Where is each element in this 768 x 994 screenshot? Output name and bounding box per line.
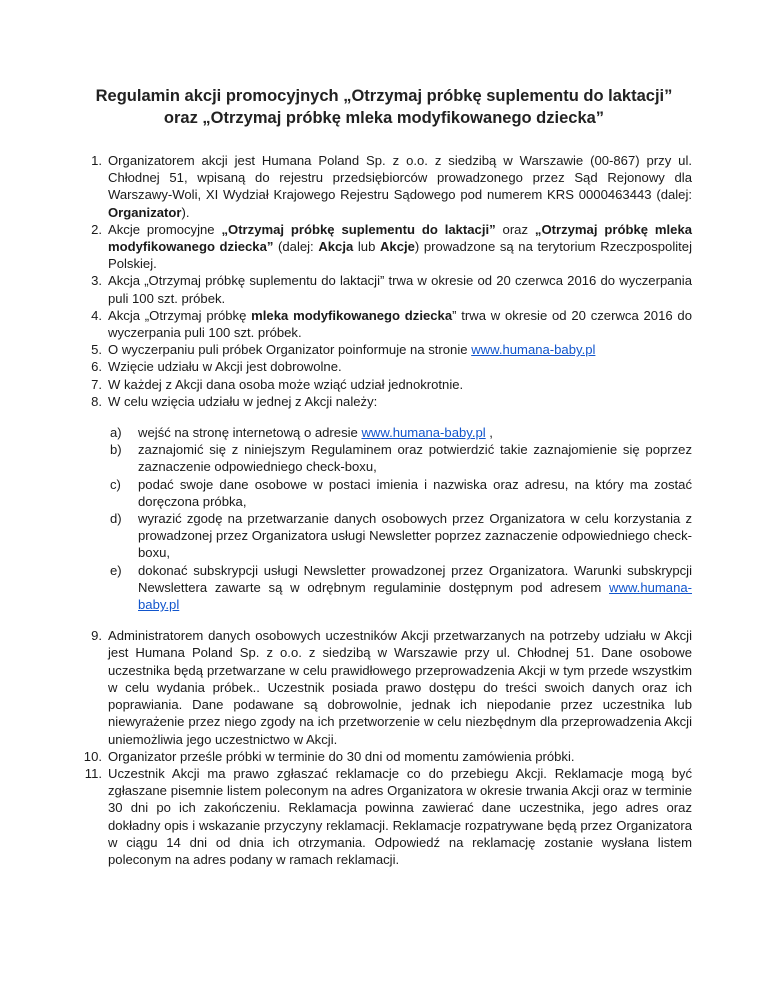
document-title	[60, 85, 708, 129]
title-line-2: oraz „Otrzymaj próbkę mleka modyfikowanego dziecka”	[163, 109, 605, 127]
humana-baby-link[interactable]: www.humana-baby.pl	[138, 579, 692, 613]
list-item-10: 10. Organizator prześle próbki w terminie do 30 dni od momentu zamówienia próbki.	[108, 748, 692, 765]
list-item-1: 1. Organizatorem akcji jest Humana Poland Sp. z o.o. z siedzibą w Warszawie (00-867) przy ul. Chłodnej 51, wpisaną do rejestru przedsiębiorców prowadzonego przez Sąd Rejonowy dla Warszawy-Woli, XI Wydział Krajowego Rejestru Sądowego pod numerem KRS 0000463443 (dalej: Organizator).	[108, 152, 692, 221]
numbered-list	[83, 152, 693, 868]
humana-baby-link[interactable]: www.humana-baby.pl	[471, 342, 596, 358]
item-number: 5.	[91, 342, 102, 358]
list-item-11: 11. Uczestnik Akcji ma prawo zgłaszać reklamacje co do przebiegu Akcji. Reklamacje mogą być zgłaszane pisemnie listem poleconym na adres Organizatora w okresie trwania Akcji oraz w terminie 30 dni po ich zakończeniu. Reklamacja powinna zawierać dane uczestnika, jego adres oraz dokładny opis i wskazanie przyczyny reklamacji. Reklamacje rozpatrywane będą przez Organizatora w ciągu 14 dni od dnia ich otrzymania. Odpowiedź na reklamację zostanie wysłana listem poleconym na adres podany w ramach reklamacji.	[108, 765, 692, 868]
sub-list	[108, 424, 692, 613]
item-number: 7.	[91, 376, 102, 392]
item-number: 2.	[91, 221, 102, 237]
item-number: 3.	[91, 273, 102, 289]
sub-item-mark: a)	[110, 425, 122, 441]
list-item-2: 2. Akcje promocyjne „Otrzymaj próbkę suplementu do laktacji” oraz „Otrzymaj próbkę mleka modyfikowanego dziecka” (dalej: Akcja lub Akcje) prowadzone są na terytorium Rzeczpospolitej Polskiej.	[108, 221, 692, 273]
list-item-6: 6. Wzięcie udziału w Akcji jest dobrowolne.	[108, 358, 692, 375]
item-number: 1.	[91, 153, 102, 168]
sub-item-a: a) wejść na stronę internetową o adresie www.humana-baby.pl ,	[110, 425, 493, 441]
item-number: 9.	[91, 628, 102, 644]
humana-baby-link[interactable]: www.humana-baby.pl	[361, 425, 486, 441]
list-item-9: 9. Administratorem danych osobowych uczestników Akcji przetwarzanych na potrzeby udziału w Akcji jest Humana Poland Sp. z o.o. z siedzibą w Warszawie przy ul. Chłodnej 51. Dane osobowe uczestnika będą przetwarzane w celu prawidłowego przeprowadzenia Akcji w tym przede wszystkim w celu wydania próbek.. Uczestnik posiada prawo dostępu do treści swoich danych oraz ich poprawiania. Dane podawane są dobrowolnie, jednak ich niepodanie przez uczestnika lub niewyrażenie przez niego zgody na ich przetworzenie w celu niezbędnym dla przeprowadzenia Akcji uniemożliwia jego uczestnictwo w Akcji.	[108, 627, 692, 747]
list-item-3: 3. Akcja „Otrzymaj próbkę suplementu do laktacji” trwa w okresie od 20 czerwca 2016 do wyczerpania puli 100 szt. próbek.	[108, 272, 692, 306]
list-item-4: 4. Akcja „Otrzymaj próbkę mleka modyfikowanego dziecka” trwa w okresie od 20 czerwca 2016 do wyczerpania puli 100 szt. próbek.	[108, 307, 692, 341]
item-number: 8.	[91, 393, 102, 409]
sub-item-mark: c)	[110, 476, 121, 492]
regulations-body	[83, 152, 693, 868]
list-item-7: 7. W każdej z Akcji dana osoba może wziąć udział jednokrotnie.	[108, 376, 692, 393]
sub-item-c: c) podać swoje dane osobowe w postaci imienia i nazwiska oraz adresu, na który ma zostać doręczona próbka,	[110, 476, 692, 509]
sub-item-d: d) wyrazić zgodę na przetwarzanie danych osobowych przez Organizatora w celu korzystania z prowadzonej przez Organizatora usługi Newsletter poprzez zaznaczenie odpowiedniego check-boxu,	[110, 511, 692, 561]
item-number: 4.	[91, 307, 102, 323]
sub-item-b: b) zaznajomić się z niniejszym Regulaminem oraz potwierdzić takie zaznajomienie się poprzez zaznaczenie odpowiedniego check-boxu,	[110, 442, 692, 475]
item-number: 6.	[91, 359, 102, 375]
list-item-8: 8. W celu wzięcia udziału w jednej z Akcji należy: a) wejść na stronę internetową o adresie www.humana-baby.pl , b) zaznajomić się z niniejszym Regulaminem oraz potwierdzić takie zaznajomienie się poprzez zaznaczenie odpowiedniego check-boxu, c) podać swoje dane osobowe w postaci imienia i nazwiska oraz adresu, na który ma zostać doręczona próbka, d) wyrazić zgodę na przetwarzanie danych osobowych przez Organizatora w celu korzystania z prowadzonej przez Organizatora usługi Newsletter poprzez zaznaczenie odpowiedniego check-boxu, e) dokonać subskrypcji usługi Newsletter prowadzonej przez Organizatora. Warunki subskrypcji Newslettera zawarte są w odrębnym regulaminie dostępnym pod adresem www.humana-baby.pl	[108, 393, 692, 613]
sub-item-e: e) dokonać subskrypcji usługi Newsletter prowadzonej przez Organizatora. Warunki subskrypcji Newslettera zawarte są w odrębnym regulaminie dostępnym pod adresem www.humana-baby.pl	[110, 562, 692, 613]
sub-item-mark: d)	[110, 511, 122, 527]
item-number: 11.	[84, 765, 102, 781]
title-line-1: Regulamin akcji promocyjnych „Otrzymaj próbkę suplementu do laktacji”	[95, 87, 673, 105]
list-item-5: 5. O wyczerpaniu puli próbek Organizator poinformuje na stronie www.humana-baby.pl	[108, 341, 692, 358]
sub-item-mark: b)	[110, 442, 122, 458]
item-number: 10.	[83, 748, 102, 764]
sub-item-mark: e)	[110, 562, 122, 578]
